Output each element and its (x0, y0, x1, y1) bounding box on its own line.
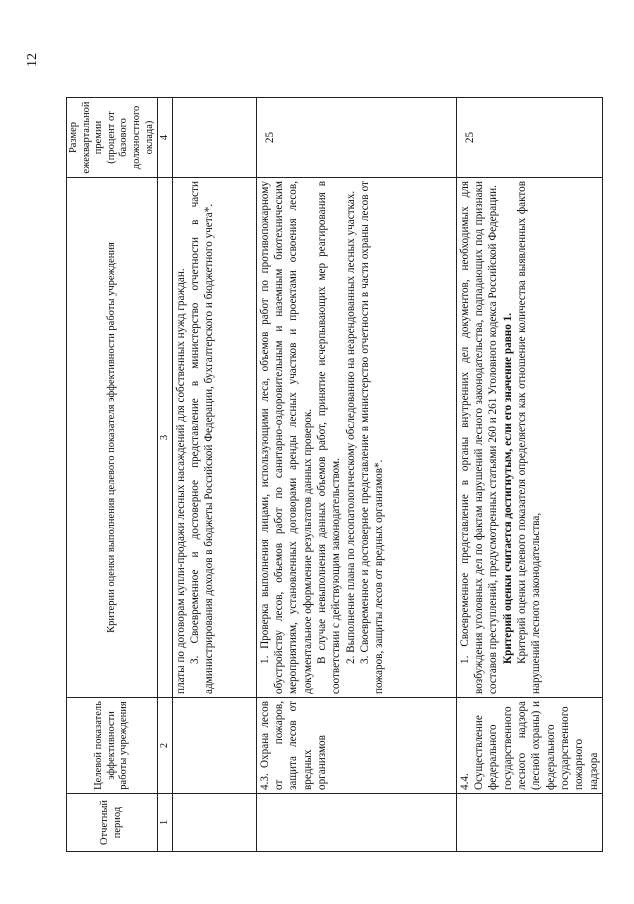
criteria-text: 3. Своевременное и достоверное представление в министерство отчетности в части охраны лесов от пожаров, защиты лесов от вредных организмов*. (358, 181, 386, 694)
criteria-cell (172, 178, 256, 698)
header-indicator: Целевой показатель эффективности работы учреждения (67, 698, 158, 794)
indicator-cell: 4.4. Осуществление федерального государственного лесного надзора (лесной охраны) и федерального государственного пожарного надзора (456, 698, 602, 794)
column-number-row (158, 98, 172, 852)
col-number: 2 (158, 698, 172, 794)
col-number: 4 (158, 98, 172, 178)
table-row (456, 98, 602, 852)
criteria-text: 1. Своевременное представление в органы внутренних дел документов, необходимых для возбуждения уголовных дел по фактам нарушений лесного законодательства, подпадающих под признаки составов преступлений, предусмотренных статьями 260 и 261 Уголовного кодекса Российской Федерации. (458, 181, 500, 694)
header-criteria: Критерии оценки выполнения целевого показателя эффективности работы учреждения (67, 178, 158, 698)
criteria-table (66, 97, 603, 852)
indicator-cell (172, 698, 256, 794)
size-cell: 25 (456, 98, 602, 178)
criteria-text: Критерий оценки целевого показателя определяется как отношение количества выявленных фактов нарушений лесного законодательства, (515, 181, 543, 694)
col-number: 1 (158, 794, 172, 852)
size-cell (172, 98, 256, 178)
header-size: Размер ежеквартальной премии (процент от базового должностного оклада) (67, 98, 158, 178)
period-cell (456, 794, 602, 852)
criteria-text: 1. Проверка выполнения лицами, использующими леса, объемов работ по противопожарному обустройству лесов, объемов работ по санитарно-оздоровительным и наземным биотехническим мероприятиям, установленных договорами аренды лесных участков и проектами освоения лесов, документальное оформление результатов данных проверок. (258, 181, 314, 694)
criteria-text: платы по договорам купли-продажи лесных насаждений для собственных нужд граждан. (174, 268, 187, 694)
table-row (172, 98, 256, 852)
criteria-text: В случае невыполнения данных объемов работ, принятие исчерпывающих мер реагирования в соответствии с действующим законодательством. (315, 181, 343, 694)
table-row (256, 98, 456, 852)
indicator-cell: 4.3. Охрана лесов от пожаров, защита лесов от вредных организмов (256, 698, 456, 794)
period-cell (256, 794, 456, 852)
col-number: 3 (158, 178, 172, 698)
rotated-table-sheet (66, 98, 600, 852)
period-cell (172, 794, 256, 852)
criteria-text: 3. Своевременное и достоверное представление в министерство отчетности в части администрирования доходов в бюджеты Российской Федерации, бухгалтерского и бюджетного учета*. (188, 181, 216, 694)
size-cell: 25 (256, 98, 456, 178)
criteria-cell (456, 178, 602, 698)
header-period: Отчетный период (67, 794, 158, 852)
criteria-cell (256, 178, 456, 698)
criteria-text-bold: Критерий оценки считается достигнутым, если его значение равно 1. (501, 313, 514, 664)
header-row (67, 98, 158, 852)
criteria-text: 2. Выполнение плана по лесопатологическому обследованию на неарендованных лесных участках. (344, 190, 357, 664)
page-number: 12 (25, 53, 40, 67)
